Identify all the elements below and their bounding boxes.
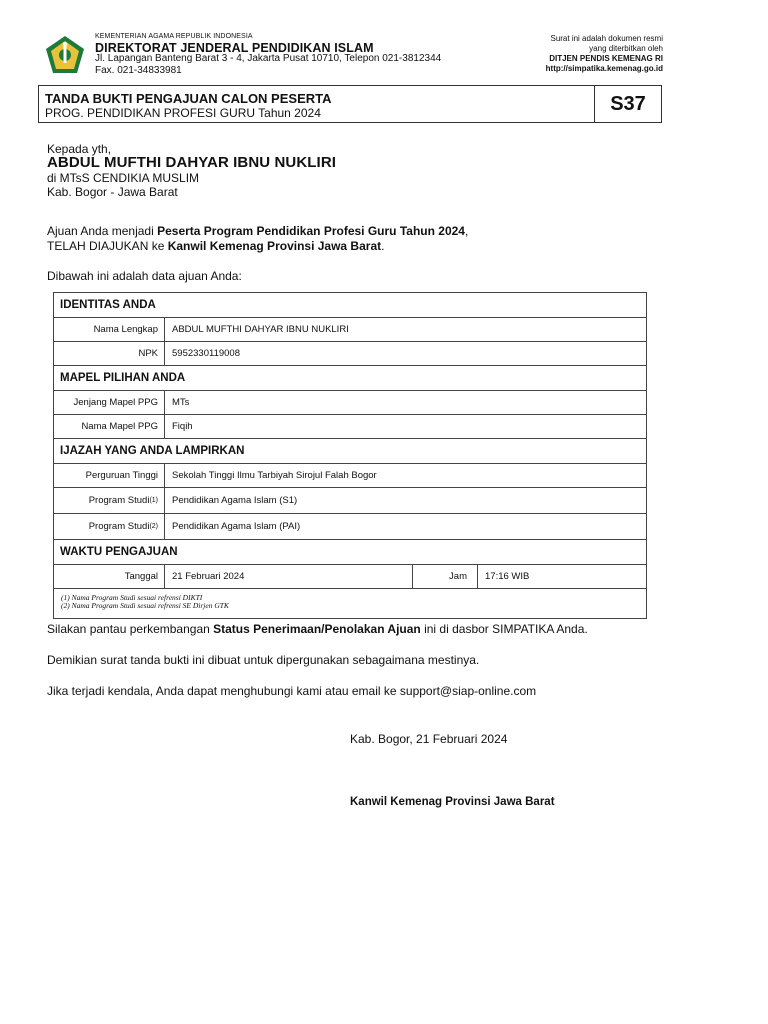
table-row [54, 415, 646, 439]
table-row [54, 488, 646, 514]
table-row [54, 464, 646, 488]
submission-paragraph [47, 224, 468, 254]
contact-paragraph: Jika terjadi kendala, Anda dapat menghubungi kami atau email ke support@siap-online.com [47, 684, 537, 698]
official-notice [546, 34, 663, 74]
recipient-school: di MTsS CENDIKIA MUSLIM [47, 171, 200, 185]
salutation: Kepada yth, [47, 142, 112, 156]
npk-value: 5952330119008 [172, 348, 240, 359]
nama-lengkap-value: ABDUL MUFTHI DAHYAR IBNU NUKLIRI [172, 324, 349, 335]
document-subtitle: PROG. PENDIDIKAN PROFESI GURU Tahun 2024 [45, 106, 321, 120]
directorate-name: DIREKTORAT JENDERAL PENDIDIKAN ISLAM [95, 41, 374, 55]
table-footnotes [54, 589, 646, 618]
monitor-paragraph: Silakan pantau perkembangan Status Penerimaan/Penolakan Ajuan ini di dasbor SIMPATIKA Anda. [47, 622, 588, 636]
nama-mapel-label: Nama Mapel PPG [54, 415, 165, 438]
place-date: Kab. Bogor, 21 Februari 2024 [350, 732, 508, 746]
notice-line-1: Surat ini adalah dokumen resmi [550, 34, 663, 43]
jam-label: Jam [413, 565, 478, 588]
table-row [54, 391, 646, 415]
submission-line-1: Ajuan Anda menjadi Peserta Program Pendidikan Profesi Guru Tahun 2024, [47, 224, 469, 238]
document-code: S37 [594, 86, 661, 122]
letterhead-address [95, 53, 441, 76]
closing-paragraph: Demikian surat tanda bukti ini dibuat untuk dipergunakan sebagaimana mestinya. [47, 653, 480, 667]
table-row [54, 514, 646, 540]
table-row [54, 342, 646, 366]
recipient-region: Kab. Bogor - Jawa Barat [47, 185, 178, 199]
jam-value: 17:16 WIB [485, 571, 530, 582]
recipient-name: ABDUL MUFTHI DAHYAR IBNU NUKLIRI [47, 154, 337, 171]
submission-data-table [53, 292, 647, 619]
address-line: Jl. Lapangan Banteng Barat 3 - 4, Jakarta Pusat 10710, Telepon 021-3812344 [95, 53, 442, 64]
program-studi-1-value: Pendidikan Agama Islam (S1) [172, 495, 298, 506]
issuer: DITJEN PENDIS KEMENAG RI [549, 54, 663, 63]
program-studi-2-value: Pendidikan Agama Islam (PAI) [172, 521, 301, 532]
notice-line-2: yang diterbitkan oleh [589, 44, 663, 53]
data-intro: Dibawah ini adalah data ajuan Anda: [47, 269, 242, 283]
kemenag-logo-icon [44, 35, 86, 75]
npk-label: NPK [54, 342, 165, 365]
footnote-1: (1) Nama Program Studi sesuai refrensi DIKTI [61, 593, 203, 602]
section-waktu: WAKTU PENGAJUAN [54, 540, 646, 565]
program-studi-2-label: Program Studi (2) [54, 514, 165, 539]
document-title: TANDA BUKTI PENGAJUAN CALON PESERTA [45, 91, 332, 106]
table-row [54, 565, 646, 589]
tanggal-value: 21 Februari 2024 [165, 565, 413, 588]
perguruan-tinggi-value: Sekolah Tinggi Ilmu Tarbiyah Sirojul Falah Bogor [172, 470, 377, 481]
tanggal-label: Tanggal [54, 565, 165, 588]
nama-mapel-value: Fiqih [172, 421, 193, 432]
section-ijazah: IJAZAH YANG ANDA LAMPIRKAN [54, 439, 646, 464]
table-row [54, 318, 646, 342]
fax-line: Fax. 021-34833981 [95, 64, 182, 76]
section-mapel: MAPEL PILIHAN ANDA [54, 366, 646, 391]
program-studi-1-label: Program Studi (1) [54, 488, 165, 513]
nama-lengkap-label: Nama Lengkap [54, 318, 165, 341]
jenjang-mapel-label: Jenjang Mapel PPG [54, 391, 165, 414]
signer: Kanwil Kemenag Provinsi Jawa Barat [350, 796, 555, 808]
perguruan-tinggi-label: Perguruan Tinggi [54, 464, 165, 487]
section-identitas: IDENTITAS ANDA [54, 293, 646, 318]
jenjang-mapel-value: MTs [172, 397, 190, 408]
ministry-name: KEMENTERIAN AGAMA REPUBLIK INDONESIA [95, 33, 253, 40]
submission-line-2: TELAH DIAJUKAN ke Kanwil Kemenag Provinsi Jawa Barat. [47, 239, 385, 253]
footnote-2: (2) Nama Program Studi sesuai refrensi SE Dirjen GTK [61, 601, 229, 610]
document-title-box [38, 85, 662, 123]
website-link[interactable]: http://simpatika.kemenag.go.id [545, 64, 663, 73]
